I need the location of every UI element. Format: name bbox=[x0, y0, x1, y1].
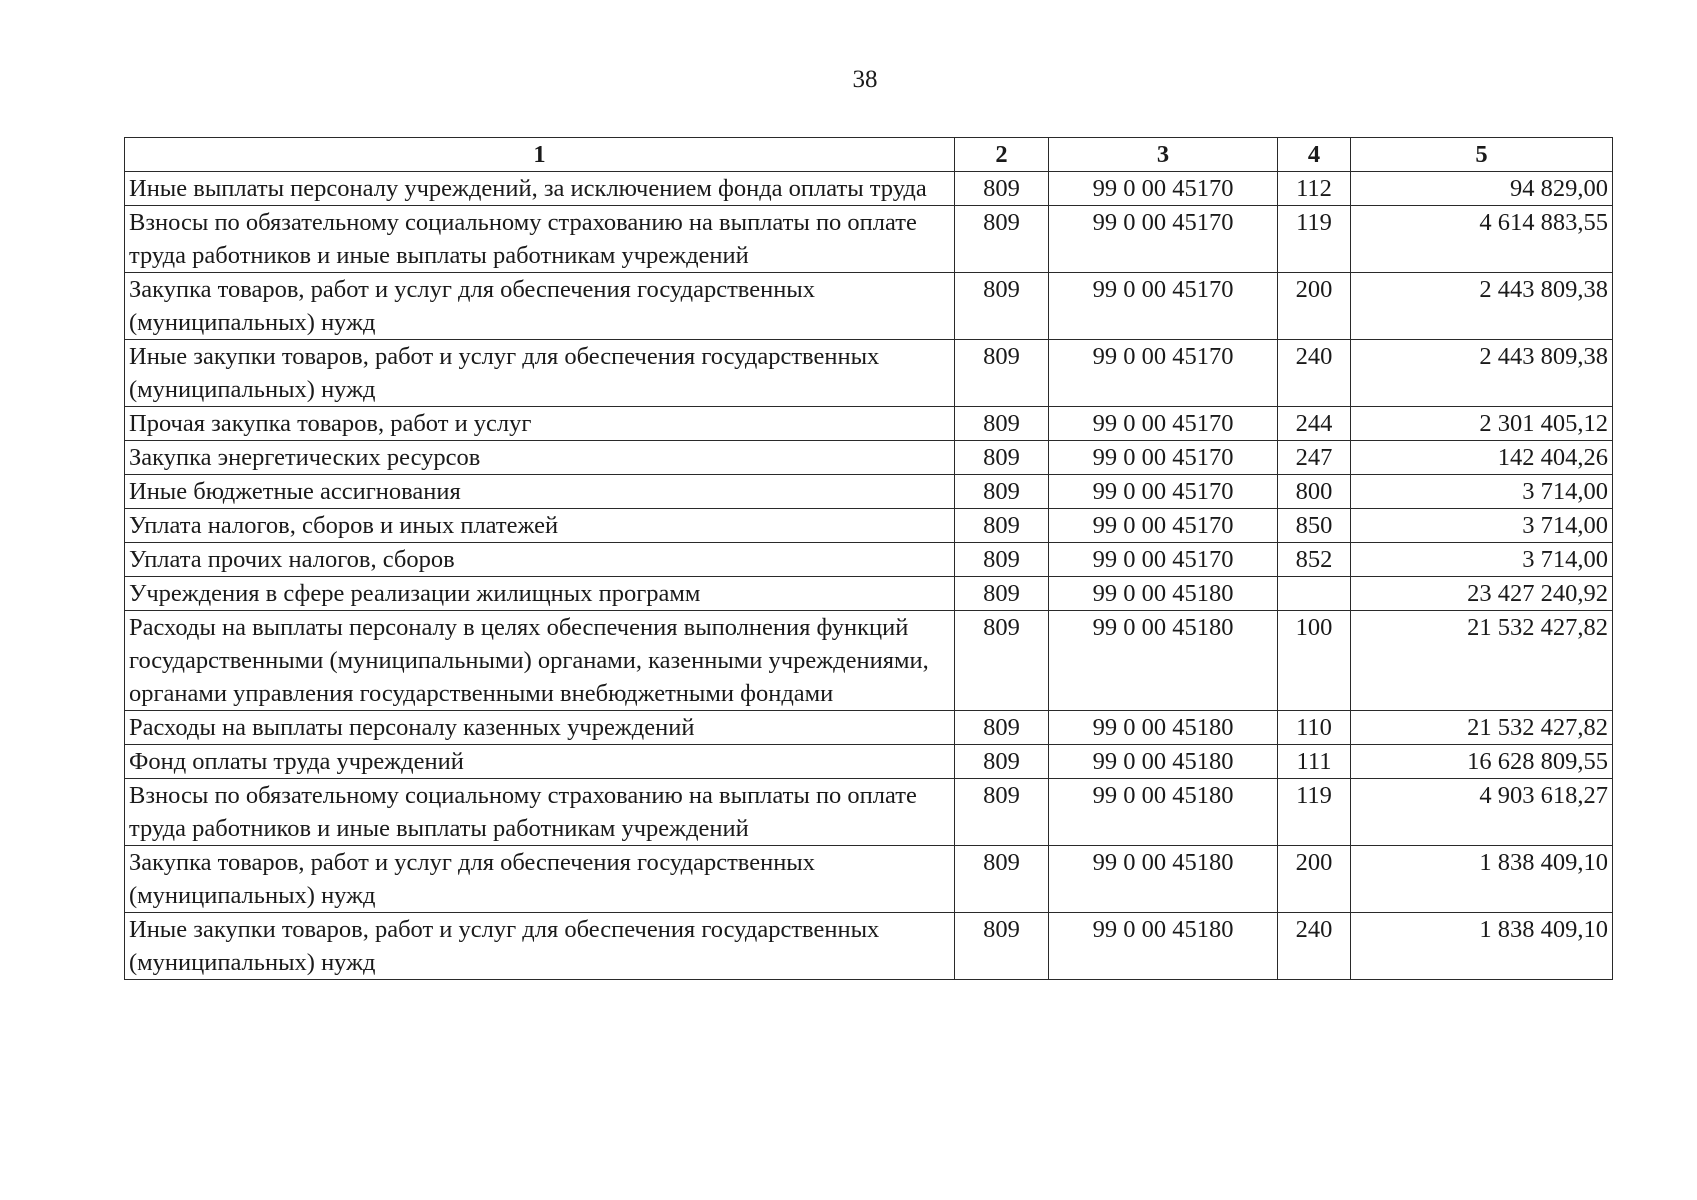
row-target-article-cell: 99 0 00 45180 bbox=[1049, 913, 1278, 980]
row-target-article-cell: 99 0 00 45170 bbox=[1049, 543, 1278, 577]
table-row bbox=[125, 475, 1613, 509]
row-expense-type-cell: 100 bbox=[1278, 611, 1351, 711]
row-expense-type-cell: 852 bbox=[1278, 543, 1351, 577]
row-target-article-cell: 99 0 00 45170 bbox=[1049, 273, 1278, 340]
row-name-cell: Взносы по обязательному социальному страхованию на выплаты по оплате труда работников и иные выплаты работникам учреждений bbox=[125, 779, 955, 846]
row-amount-cell: 2 443 809,38 bbox=[1351, 273, 1613, 340]
row-expense-type-cell: 111 bbox=[1278, 745, 1351, 779]
table-row bbox=[125, 711, 1613, 745]
row-code-cell: 809 bbox=[955, 543, 1049, 577]
row-code-cell: 809 bbox=[955, 913, 1049, 980]
column-header-1: 1 bbox=[125, 138, 955, 172]
row-code-cell: 809 bbox=[955, 509, 1049, 543]
row-amount-cell: 3 714,00 bbox=[1351, 475, 1613, 509]
header-row bbox=[125, 138, 1613, 172]
row-amount-cell: 1 838 409,10 bbox=[1351, 846, 1613, 913]
column-header-4: 4 bbox=[1278, 138, 1351, 172]
row-amount-cell: 4 614 883,55 bbox=[1351, 206, 1613, 273]
row-expense-type-cell: 244 bbox=[1278, 407, 1351, 441]
row-code-cell: 809 bbox=[955, 745, 1049, 779]
row-code-cell: 809 bbox=[955, 475, 1049, 509]
table-row bbox=[125, 273, 1613, 340]
table-header bbox=[125, 138, 1613, 172]
table-row bbox=[125, 745, 1613, 779]
row-name-cell: Иные выплаты персоналу учреждений, за исключением фонда оплаты труда bbox=[125, 172, 955, 206]
row-name-cell: Взносы по обязательному социальному страхованию на выплаты по оплате труда работников и иные выплаты работникам учреждений bbox=[125, 206, 955, 273]
row-amount-cell: 23 427 240,92 bbox=[1351, 577, 1613, 611]
row-name-cell: Закупка товаров, работ и услуг для обеспечения государственных (муниципальных) нужд bbox=[125, 273, 955, 340]
row-expense-type-cell: 112 bbox=[1278, 172, 1351, 206]
table-row bbox=[125, 172, 1613, 206]
row-amount-cell: 21 532 427,82 bbox=[1351, 611, 1613, 711]
column-header-3: 3 bbox=[1049, 138, 1278, 172]
table-row bbox=[125, 509, 1613, 543]
row-name-cell: Иные закупки товаров, работ и услуг для обеспечения государственных (муниципальных) нужд bbox=[125, 913, 955, 980]
row-amount-cell: 2 301 405,12 bbox=[1351, 407, 1613, 441]
row-name-cell: Фонд оплаты труда учреждений bbox=[125, 745, 955, 779]
row-target-article-cell: 99 0 00 45180 bbox=[1049, 846, 1278, 913]
row-target-article-cell: 99 0 00 45170 bbox=[1049, 206, 1278, 273]
row-code-cell: 809 bbox=[955, 407, 1049, 441]
row-amount-cell: 21 532 427,82 bbox=[1351, 711, 1613, 745]
row-target-article-cell: 99 0 00 45180 bbox=[1049, 711, 1278, 745]
row-amount-cell: 2 443 809,38 bbox=[1351, 340, 1613, 407]
table-row bbox=[125, 206, 1613, 273]
row-name-cell: Иные бюджетные ассигнования bbox=[125, 475, 955, 509]
row-target-article-cell: 99 0 00 45170 bbox=[1049, 441, 1278, 475]
row-expense-type-cell: 119 bbox=[1278, 779, 1351, 846]
row-target-article-cell: 99 0 00 45170 bbox=[1049, 172, 1278, 206]
row-amount-cell: 3 714,00 bbox=[1351, 543, 1613, 577]
row-name-cell: Закупка товаров, работ и услуг для обеспечения государственных (муниципальных) нужд bbox=[125, 846, 955, 913]
row-expense-type-cell: 850 bbox=[1278, 509, 1351, 543]
row-target-article-cell: 99 0 00 45170 bbox=[1049, 340, 1278, 407]
row-code-cell: 809 bbox=[955, 206, 1049, 273]
row-target-article-cell: 99 0 00 45170 bbox=[1049, 407, 1278, 441]
row-expense-type-cell: 240 bbox=[1278, 340, 1351, 407]
row-name-cell: Учреждения в сфере реализации жилищных программ bbox=[125, 577, 955, 611]
row-target-article-cell: 99 0 00 45170 bbox=[1049, 509, 1278, 543]
row-name-cell: Расходы на выплаты персоналу казенных учреждений bbox=[125, 711, 955, 745]
row-amount-cell: 1 838 409,10 bbox=[1351, 913, 1613, 980]
column-header-2: 2 bbox=[955, 138, 1049, 172]
row-expense-type-cell: 110 bbox=[1278, 711, 1351, 745]
table-row bbox=[125, 340, 1613, 407]
row-expense-type-cell bbox=[1278, 577, 1351, 611]
row-expense-type-cell: 200 bbox=[1278, 846, 1351, 913]
row-name-cell: Расходы на выплаты персоналу в целях обеспечения выполнения функций государственными (муниципальными) органами, казенными учреждениями, органами управления государственными внебюджетными фондами bbox=[125, 611, 955, 711]
row-target-article-cell: 99 0 00 45180 bbox=[1049, 779, 1278, 846]
row-code-cell: 809 bbox=[955, 611, 1049, 711]
row-amount-cell: 94 829,00 bbox=[1351, 172, 1613, 206]
page-number: 38 bbox=[852, 66, 878, 93]
row-target-article-cell: 99 0 00 45180 bbox=[1049, 577, 1278, 611]
row-expense-type-cell: 247 bbox=[1278, 441, 1351, 475]
row-name-cell: Уплата прочих налогов, сборов bbox=[125, 543, 955, 577]
row-amount-cell: 142 404,26 bbox=[1351, 441, 1613, 475]
row-target-article-cell: 99 0 00 45170 bbox=[1049, 475, 1278, 509]
row-expense-type-cell: 240 bbox=[1278, 913, 1351, 980]
column-header-5: 5 bbox=[1351, 138, 1613, 172]
table-row bbox=[125, 846, 1613, 913]
row-code-cell: 809 bbox=[955, 273, 1049, 340]
table-row bbox=[125, 779, 1613, 846]
row-code-cell: 809 bbox=[955, 846, 1049, 913]
row-code-cell: 809 bbox=[955, 711, 1049, 745]
row-amount-cell: 16 628 809,55 bbox=[1351, 745, 1613, 779]
row-code-cell: 809 bbox=[955, 340, 1049, 407]
table-row bbox=[125, 577, 1613, 611]
row-name-cell: Закупка энергетических ресурсов bbox=[125, 441, 955, 475]
row-code-cell: 809 bbox=[955, 441, 1049, 475]
row-amount-cell: 3 714,00 bbox=[1351, 509, 1613, 543]
table-body bbox=[125, 172, 1613, 980]
table-row bbox=[125, 441, 1613, 475]
row-name-cell: Прочая закупка товаров, работ и услуг bbox=[125, 407, 955, 441]
row-target-article-cell: 99 0 00 45180 bbox=[1049, 745, 1278, 779]
row-target-article-cell: 99 0 00 45180 bbox=[1049, 611, 1278, 711]
row-name-cell: Уплата налогов, сборов и иных платежей bbox=[125, 509, 955, 543]
table-row bbox=[125, 407, 1613, 441]
row-code-cell: 809 bbox=[955, 779, 1049, 846]
table-row bbox=[125, 543, 1613, 577]
budget-table bbox=[124, 137, 1613, 980]
row-amount-cell: 4 903 618,27 bbox=[1351, 779, 1613, 846]
row-code-cell: 809 bbox=[955, 172, 1049, 206]
row-name-cell: Иные закупки товаров, работ и услуг для обеспечения государственных (муниципальных) нужд bbox=[125, 340, 955, 407]
row-expense-type-cell: 800 bbox=[1278, 475, 1351, 509]
table-row bbox=[125, 611, 1613, 711]
table-row bbox=[125, 913, 1613, 980]
row-expense-type-cell: 119 bbox=[1278, 206, 1351, 273]
row-expense-type-cell: 200 bbox=[1278, 273, 1351, 340]
row-code-cell: 809 bbox=[955, 577, 1049, 611]
